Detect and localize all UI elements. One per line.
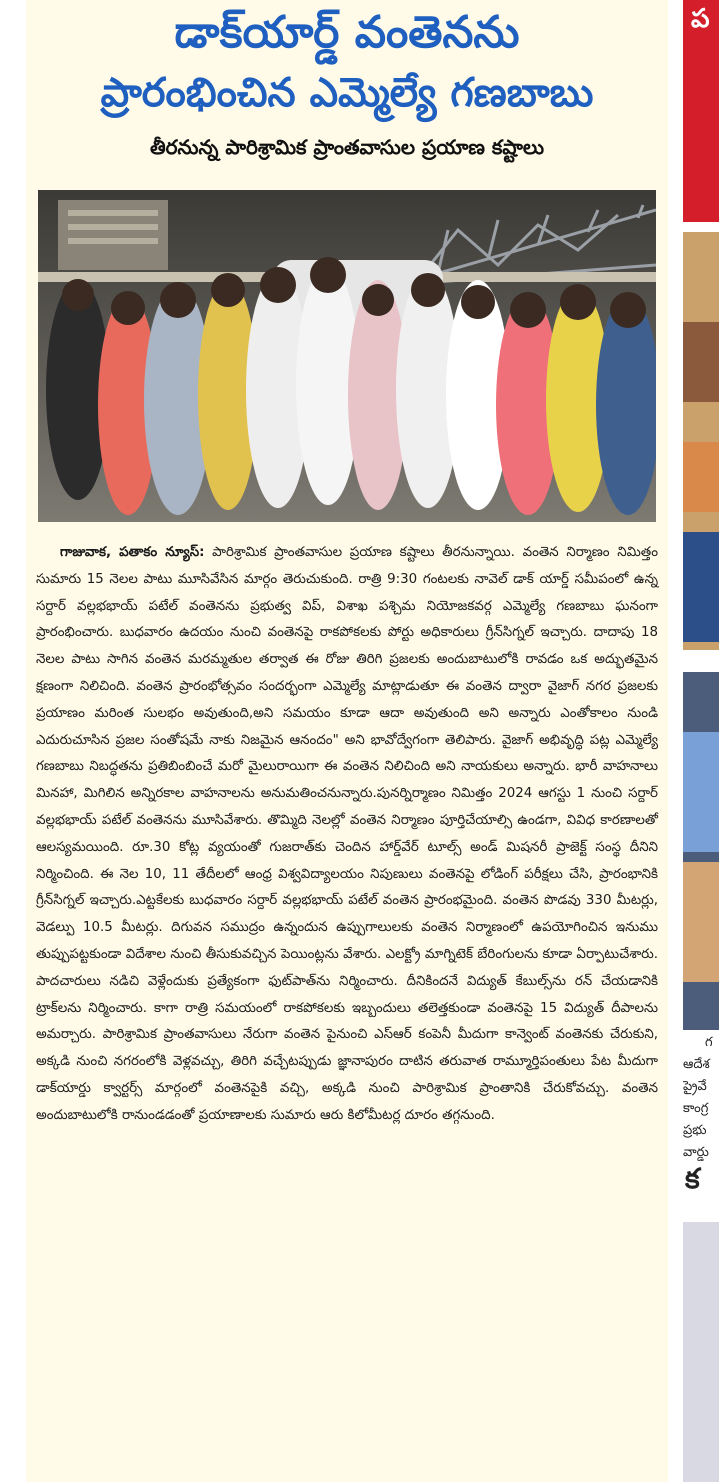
bridge-inauguration-photo (38, 190, 656, 522)
adjacent-article-text (683, 1032, 719, 1164)
adjacent-photo-1 (683, 232, 719, 650)
adjacent-line-6: వార్డు (683, 1145, 709, 1160)
adjacent-line-2: ఆదేశ (683, 1057, 710, 1072)
adjacent-photo-1-image (683, 232, 719, 650)
red-banner (683, 0, 719, 222)
adjacent-column-strip (683, 0, 719, 1482)
adjacent-photo-3 (683, 1222, 719, 1482)
adjacent-line-1: గ (705, 1035, 713, 1050)
article-body (36, 540, 658, 1130)
adjacent-line-3: ప్రైవే (683, 1079, 707, 1094)
adjacent-line-5: ప్రభు (683, 1123, 707, 1138)
adjacent-line-4: కాంగ్ర (683, 1101, 709, 1116)
subheadline: తీరనున్న పారిశ్రామిక ప్రాంతవాసుల ప్రయాణ కష్టాలు (149, 135, 544, 159)
adjacent-photo-2 (683, 672, 719, 1030)
article-photo (38, 190, 656, 522)
red-banner-text: ప (691, 4, 710, 34)
article-body-text: పారిశ్రామిక ప్రాంతవాసుల ప్రయాణ కష్టాలు తీరనున్నాయి. వంతెన నిర్మాణం నిమిత్తం సుమారు 15 నెలల పాటు మూసివేసిన మార్గం తెరుచుకుంది. రాత్రి 9:30 గంటలకు నావెల్ డాక్ యార్డ్ సమీపంలో ఉన్న సర్దార్ వల్లభభాయ్ పటేల్ వంతెనను ప్రభుత్వ విప్, విశాఖ పశ్చిమ నియోజకవర్గ ఎమ్మెల్యే గణబాబు ఘనంగా ప్రారంభించారు. బుధవారం ఉదయం నుంచి వంతెనపై రాకపోకలకు పోర్టు అధికారులు గ్రీన్‌సిగ్నల్ ఇచ్చారు. దాదాపు 18 నెలల పాటు సాగిన వంతెన మరమ్మతుల తర్వాత ఈ రోజు తిరిగి ప్రజలకు అందుబాటులోకి రావడం ఒక అద్భుతమైన క్షణంగా నిలిచింది. వంతెన ప్రారంభోత్సవం సందర్భంగా ఎమ్మెల్యే మాట్లాడుతూ ఈ వంతెన ద్వారా వైజాగ్ నగర ప్రజలకు ప్రయాణం మరింత సులభం అవుతుంది,అని సమయం కూడా ఆదా అవుతుంది అని అన్నారు ఎంతోకాలం నుండి ఎదురుచూసిన ప్రజల సంతోషమే నాకు నిజమైన ఆనందం" అని భావోద్వేగంగా తెలిపారు. వైజాగ్ అభివృద్ధి పట్ల ఎమ్మెల్యే గణబాబు నిబద్ధతను ప్రతిబింబించే మరో మైలురాయిగా ఈ వంతెన నిలిచింది అని నాయకులు అన్నారు. భారీ వాహనాలు మినహా, మిగిలిన అన్నిరకాల వాహనాలను అనుమతించనున్నారు.పునర్నిర్మాణం నిమిత్తం 2024 ఆగస్టు 1 నుంచి సర్దార్ వల్లభభాయ్ పటేల్ వంతెనను మూసివేశారు. తొమ్మిది నెలల్లో వంతెన నిర్మాణం పూర్తిచేయాల్సి ఉండగా, వివిధ కారణాలతో ఆలస్యమయింది. రూ.30 కోట్ల వ్యయంతో గుజరాత్‌కు చెందిన హార్డ్‌వేర్ టూల్స్ అండ్ మిషనరీ ప్రాజెక్ట్ సంస్థ దీనిని నిర్మించింది. ఈ నెల 10, 11 తేదీలలో ఆంధ్ర విశ్వవిద్యాలయం నిపుణులు వంతెనపై లోడింగ్ పరీక్షలు చేసి, ప్రారంభానికి గ్రీన్‌సిగ్నల్ ఇచ్చారు.ఎట్టకేలకు బుధవారం సర్దార్ వల్లభభాయ్ పటేల్ వంతెన ప్రారంభమైంది. వంతెన పొడవు 330 మీటర్లు, వెడల్పు 10.5 మీటర్లు. దిగువన సముద్రం ఉన్నందున ఉప్పుగాలులకు వంతెన నిర్మాణంలో ఉపయోగించిన ఇనుము తుప్పుపట్టకుండా విదేశాల నుంచి తీసుకువచ్చిన పెయింట్లను వేశారు. ఎలక్ట్రో మాగ్నిటెక్ బేరింగులను కూడా ఏర్పాటుచేశారు. పాదచారులు నడిచి వెళ్లేందుకు ప్రత్యేకంగా ఫుట్‌పాత్‌ను నిర్మించారు. దీనికిందనే విద్యుత్ కేబుల్స్‌ను రన్ చేయడానికి ట్రాక్‌లను నిర్మించారు. కాగా రాత్రి సమయంలో రాకపోకలకు ఇబ్బందులు తలెత్తకుండా వంతెనపై 15 విద్యుత్ దీపాలను అమర్చారు. పారిశ్రామిక ప్రాంతవాసులు నేరుగా వంతెన పైనుంచి ఎస్ఆర్ కంపెనీ మీదుగా కాన్వెంట్ వంతెనకు చేరుకుని, అక్కడి నుంచి నగరంలోకి వెళ్లవచ్చు, తిరిగి వచ్చేటప్పుడు జ్ఞానాపురం దాటిన తరువాత రామ్మూర్తిపంతులు పేట మీదుగా డాక్‌యార్డు క్వార్టర్స్ మార్గంలో వంతెనపైకి వచ్చి, అక్కడి నుంచి పారిశ్రామిక ప్రాంతానికి చేరుకోవచ్చు. వంతెన అందుబాటులోకి రానుండడంతో ప్రయాణాలకు సుమారు ఆరు కిలోమీటర్ల దూరం తగ్గనుంది. (36, 545, 658, 1123)
headline-line-2: ప్రారంభించిన ఎమ్మెల్యే గణబాబు (100, 70, 594, 116)
headline-line-1: డాక్‌యార్డ్ వంతెనను (174, 7, 520, 58)
news-article (26, 0, 668, 1482)
adjacent-heading: క (685, 1162, 700, 1195)
dateline: గాజువాక, పతాకం న్యూస్: (60, 545, 205, 560)
adjacent-photo-2-image (683, 672, 719, 1030)
